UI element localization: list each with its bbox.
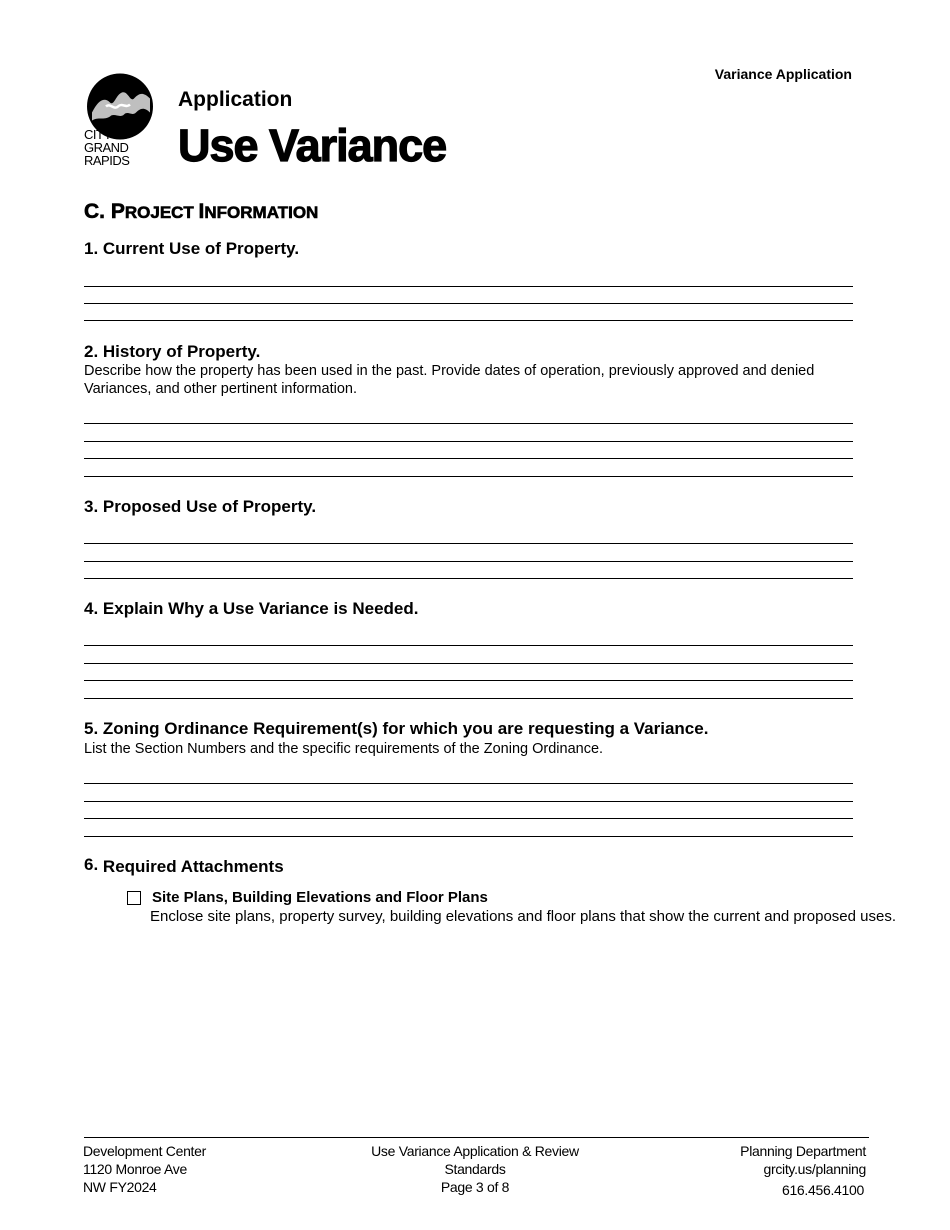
- footer-center-line: Use Variance Application & Review: [371, 1143, 579, 1159]
- footer-left-line: Development Center: [83, 1143, 206, 1159]
- footer-right-line: Planning Department: [740, 1143, 866, 1159]
- question-4-label: 4. Explain Why a Use Variance is Needed.: [84, 599, 419, 618]
- answer-line[interactable]: [84, 801, 853, 802]
- section-heading: [84, 200, 318, 224]
- question-6-title: Required Attachments: [102, 857, 284, 876]
- answer-line[interactable]: [84, 286, 853, 287]
- answer-line[interactable]: [84, 441, 853, 442]
- logo-line: RAPIDS: [84, 153, 130, 168]
- answer-line[interactable]: [84, 818, 853, 819]
- footer-left: [83, 1142, 206, 1196]
- answer-line[interactable]: [84, 783, 853, 784]
- section-cap-p: P: [110, 200, 125, 223]
- attachment-label: Site Plans, Building Elevations and Floor Plans: [152, 889, 488, 906]
- section-smallcaps-2: NFORMATION: [204, 203, 319, 222]
- footer-left-line: 1120 Monroe Ave: [83, 1161, 187, 1177]
- logo-line: CITY OF: [84, 127, 132, 142]
- question-2-description: Describe how the property has been used in the past. Provide dates of operation, previously approved and denied Variances, and other pertinent information.: [84, 363, 815, 397]
- question-5-label: 5. Zoning Ordinance Requirement(s) for which you are requesting a Variance.: [84, 719, 709, 738]
- section-cap-i: I: [198, 200, 205, 223]
- answer-line[interactable]: [84, 680, 853, 681]
- answer-line[interactable]: [84, 578, 853, 579]
- footer-center-line: Standards: [444, 1161, 506, 1177]
- question-1-label: 1. Current Use of Property.: [84, 239, 300, 258]
- doc-type-label: Variance Application: [714, 66, 852, 82]
- attachment-checkbox[interactable]: [127, 891, 141, 905]
- footer-right-line: 616.456.4100: [781, 1182, 864, 1198]
- footer-center: [350, 1142, 600, 1196]
- section-prefix: C.: [84, 200, 111, 223]
- logo-line: GRAND: [84, 140, 129, 155]
- answer-line[interactable]: [84, 543, 853, 544]
- page-title: Use Variance: [178, 120, 447, 171]
- question-5-description: List the Section Numbers and the specific requirements of the Zoning Ordinance.: [84, 741, 604, 757]
- logo-text: [84, 128, 164, 167]
- footer-divider: [84, 1137, 869, 1138]
- question-6-number: 6.: [84, 855, 99, 874]
- answer-line[interactable]: [84, 645, 853, 646]
- footer-page-number: Page 3 of 8: [440, 1179, 510, 1195]
- footer-right-line: grcity.us/planning: [763, 1161, 866, 1177]
- question-3-label: 3. Proposed Use of Property.: [84, 497, 317, 516]
- answer-line[interactable]: [84, 698, 853, 699]
- footer-right: [740, 1142, 866, 1199]
- section-smallcaps-1: ROJECT: [124, 203, 199, 222]
- question-6-label: [84, 857, 284, 877]
- answer-line[interactable]: [84, 423, 853, 424]
- answer-line[interactable]: [84, 663, 853, 664]
- footer-left-line: NW FY2024: [83, 1179, 157, 1195]
- attachment-description: Enclose site plans, property survey, building elevations and floor plans that show the current and proposed uses.: [150, 908, 896, 925]
- answer-line[interactable]: [84, 303, 853, 304]
- application-label: Application: [178, 88, 293, 111]
- answer-line[interactable]: [84, 561, 853, 562]
- answer-line[interactable]: [84, 836, 853, 837]
- answer-line[interactable]: [84, 476, 853, 477]
- answer-line[interactable]: [84, 320, 853, 321]
- question-2-label: 2. History of Property.: [84, 342, 261, 361]
- answer-line[interactable]: [84, 458, 853, 459]
